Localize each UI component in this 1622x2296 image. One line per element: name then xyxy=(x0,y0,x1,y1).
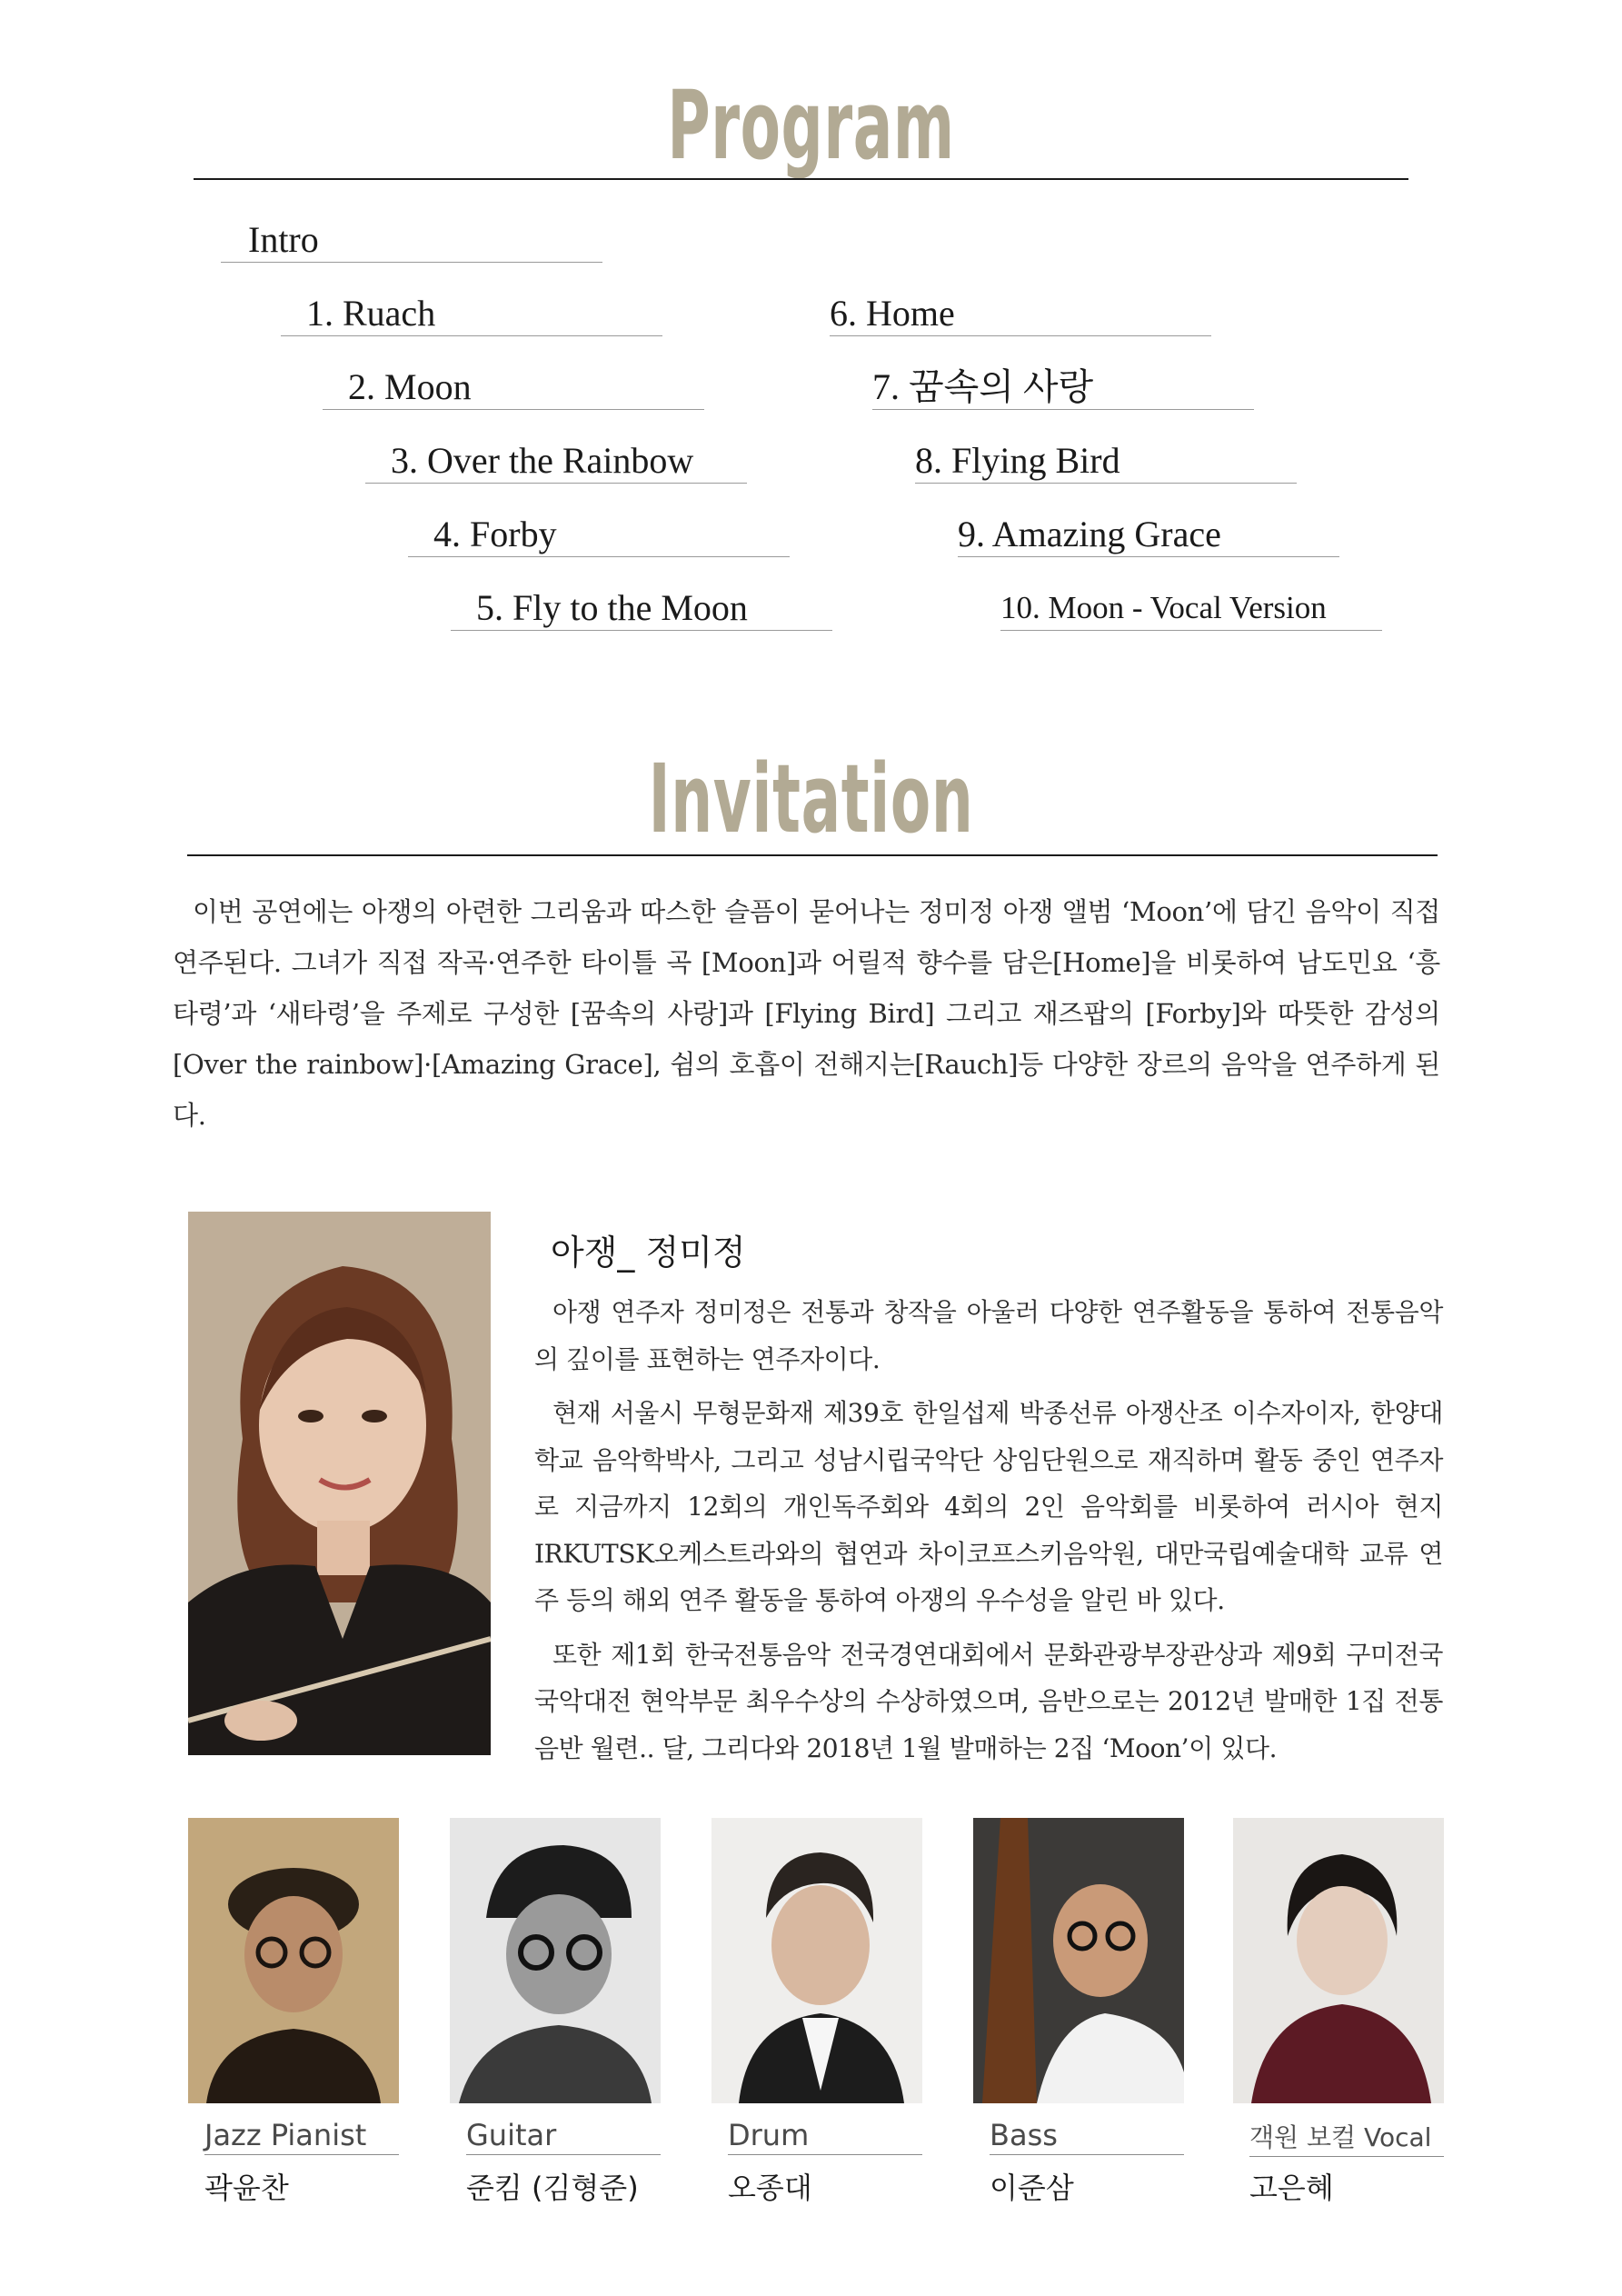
track-6 xyxy=(830,292,1211,336)
track-label: Intro xyxy=(248,219,319,260)
member-card-drum xyxy=(711,1818,922,2205)
member-photo xyxy=(188,1818,399,2103)
member-name: 곽윤찬 xyxy=(204,2171,289,2205)
performer-bio xyxy=(534,1289,1443,1779)
track-10 xyxy=(1000,586,1382,631)
track-5 xyxy=(451,586,832,631)
member-card-bass xyxy=(973,1818,1184,2205)
member-card-vocal xyxy=(1233,1818,1444,2205)
invitation-divider xyxy=(187,854,1438,856)
program-divider xyxy=(194,178,1408,180)
bio-paragraph: 또한 제1회 한국전통음악 전국경연대회에서 문화관광부장관상과 제9회 구미전국국악대전 현악부문 최우수상의 수상하였으며, 음반으로는 2012년 발매한 1집 전통음반 월련.. 달, 그리다와 2018년 1월 발매하는 2집 ‘Moon’이 있다. xyxy=(534,1639,1443,1763)
track-intro xyxy=(221,218,602,263)
track-1 xyxy=(281,292,662,336)
track-8 xyxy=(915,439,1297,484)
member-photo xyxy=(711,1818,922,2103)
track-9 xyxy=(958,513,1339,557)
track-label: 5. Fly to the Moon xyxy=(476,587,748,628)
performer-portrait-illustration xyxy=(188,1212,491,1755)
member-role: Guitar xyxy=(466,2118,661,2155)
track-label: 10. Moon - Vocal Version xyxy=(1000,590,1327,625)
track-4 xyxy=(408,513,790,557)
invitation-title: Invitation xyxy=(648,744,974,854)
member-role: 객원 보컬 Vocal xyxy=(1249,2118,1444,2157)
member-name: 이준삼 xyxy=(990,2171,1074,2205)
member-role: Drum xyxy=(728,2118,922,2155)
member-photo xyxy=(973,1818,1184,2103)
member-name: 고은혜 xyxy=(1249,2171,1334,2205)
member-card-pianist xyxy=(188,1818,399,2205)
performer-name: 아쟁_ 정미정 xyxy=(551,1233,746,1273)
member-photo xyxy=(1233,1818,1444,2103)
performer-photo xyxy=(188,1212,491,1755)
member-photo xyxy=(450,1818,661,2103)
member-name: 준킴 (김형준) xyxy=(466,2171,639,2205)
track-7 xyxy=(872,365,1254,410)
bio-paragraph: 아쟁 연주자 정미정은 전통과 창작을 아울러 다양한 연주활동을 통하여 전통음악의 깊이를 표현하는 연주자이다. xyxy=(534,1297,1443,1374)
invitation-paragraph: 이번 공연에는 아쟁의 아련한 그리움과 따스한 슬픔이 묻어나는 정미정 아쟁 앨범 ‘Moon’에 담긴 음악이 직접 연주된다. 그녀가 직접 작곡·연주한 타이틀 곡 [Moon]과 어릴적 향수를 담은[Home]을 비롯하여 남도민요 ‘흥타령’과 ‘새타령’을 주제로 구성한 [꿈속의 사랑]과 [Flying Bird] 그리고 재즈팝의 [Forby]와 따뜻한 감성의 [Over the rainbow]·[Amazing Grace], 쉼의 호흡이 전해지는[Rauch]등 다양한 장르의 음악을 연주하게 된다. xyxy=(173,896,1440,1131)
bio-paragraph: 현재 서울시 무형문화재 제39호 한일섭제 박종선류 아쟁산조 이수자이자, 한양대학교 음악학박사, 그리고 성남시립국악단 상임단원으로 재직하며 활동 중인 연주자로 지금까지 12회의 개인독주회와 4회의 2인 음악회를 비롯하여 러시아 현지 IRKUTSK오케스트라와의 협연과 차이코프스키음악원, 대만국립예술대학 교류 연주 등의 해외 연주 활동을 통하여 아쟁의 우수성을 알린 바 있다. xyxy=(534,1398,1443,1615)
member-name: 오종대 xyxy=(728,2171,812,2205)
member-card-guitar xyxy=(450,1818,661,2205)
track-3 xyxy=(365,439,747,484)
track-label: 9. Amazing Grace xyxy=(958,514,1221,554)
track-label: 8. Flying Bird xyxy=(915,440,1120,481)
track-label: 1. Ruach xyxy=(306,293,436,334)
track-label: 7. 꿈속의 사랑 xyxy=(872,366,1094,407)
member-role: Jazz Pianist xyxy=(204,2118,399,2155)
track-label: 6. Home xyxy=(830,293,955,334)
track-label: 2. Moon xyxy=(348,366,472,407)
track-label: 3. Over the Rainbow xyxy=(391,440,694,481)
member-role: Bass xyxy=(990,2118,1184,2155)
track-label: 4. Forby xyxy=(433,514,557,554)
track-2 xyxy=(323,365,704,410)
program-title: Program xyxy=(667,70,955,181)
